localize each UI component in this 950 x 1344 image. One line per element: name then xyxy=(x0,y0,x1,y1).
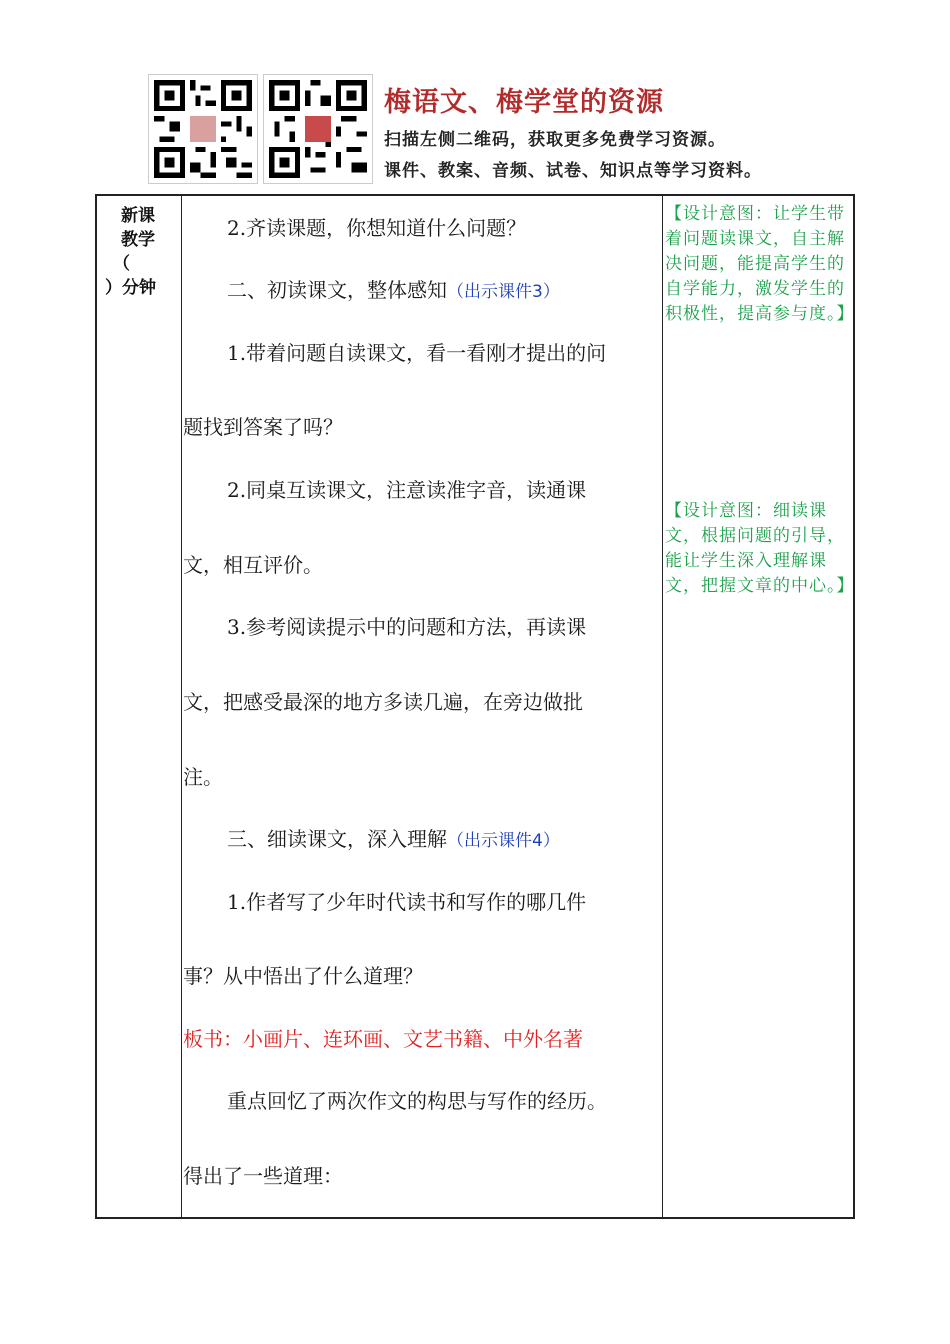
header-subtitle-1: 扫描左侧二维码，获取更多免费学习资源。 xyxy=(384,130,726,150)
header-title: 梅语文、梅学堂的资源 xyxy=(384,87,664,118)
blackboard-note: 板书：小画片、连环画、文艺书籍、中外名著 xyxy=(183,1027,583,1051)
content-line: 注。 xyxy=(183,765,223,789)
design-intent-2: 【设计意图：细读课文，根据问题的引导，能让学生深入理解课文，把握文章的中心。】 xyxy=(665,501,855,596)
content-line: 重点回忆了两次作文的构思与写作的经历。 xyxy=(227,1089,607,1113)
content-line: 文，相互评价。 xyxy=(183,553,323,577)
section-heading: 二、初读课文，整体感知（出示课件3） xyxy=(227,278,560,302)
content-line: 2.同桌互读课文，注意读准字音，读通课 xyxy=(227,478,587,502)
stage-label-line: ）分钟 xyxy=(105,278,156,298)
content-line: 文，把感受最深的地方多读几遍，在旁边做批 xyxy=(183,690,583,714)
stage-label-line: 新课 xyxy=(121,206,155,226)
column-divider xyxy=(662,196,663,1217)
content-line: 1.作者写了少年时代读书和写作的哪几件 xyxy=(227,890,587,914)
column-divider xyxy=(181,196,182,1217)
stage-label-line: （ xyxy=(113,254,130,274)
courseware-link[interactable]: （出示课件3） xyxy=(447,282,560,302)
lesson-plan-table xyxy=(95,194,855,1219)
qr-code-1[interactable] xyxy=(148,74,258,184)
content-line: 题找到答案了吗？ xyxy=(183,415,343,439)
content-line: 2.齐读课题，你想知道什么问题？ xyxy=(227,216,527,240)
content-line: 3.参考阅读提示中的问题和方法，再读课 xyxy=(227,615,587,639)
courseware-link[interactable]: （出示课件4） xyxy=(447,831,560,851)
content-line: 得出了一些道理： xyxy=(183,1164,343,1188)
qr-code-2[interactable] xyxy=(263,74,373,184)
content-line: 事？从中悟出了什么道理？ xyxy=(183,964,423,988)
design-intent-1: 【设计意图：让学生带着问题读课文，自主解决问题，能提高学生的自学能力，激发学生的积极性，提高参与度。】 xyxy=(665,204,855,324)
header-subtitle-2: 课件、教案、音频、试卷、知识点等学习资料。 xyxy=(384,161,762,181)
stage-label-line: 教学 xyxy=(121,230,155,250)
content-line: 1.带着问题自读课文，看一看刚才提出的问 xyxy=(227,341,607,365)
section-heading: 三、细读课文，深入理解（出示课件4） xyxy=(227,827,560,851)
stage-label xyxy=(105,204,175,300)
